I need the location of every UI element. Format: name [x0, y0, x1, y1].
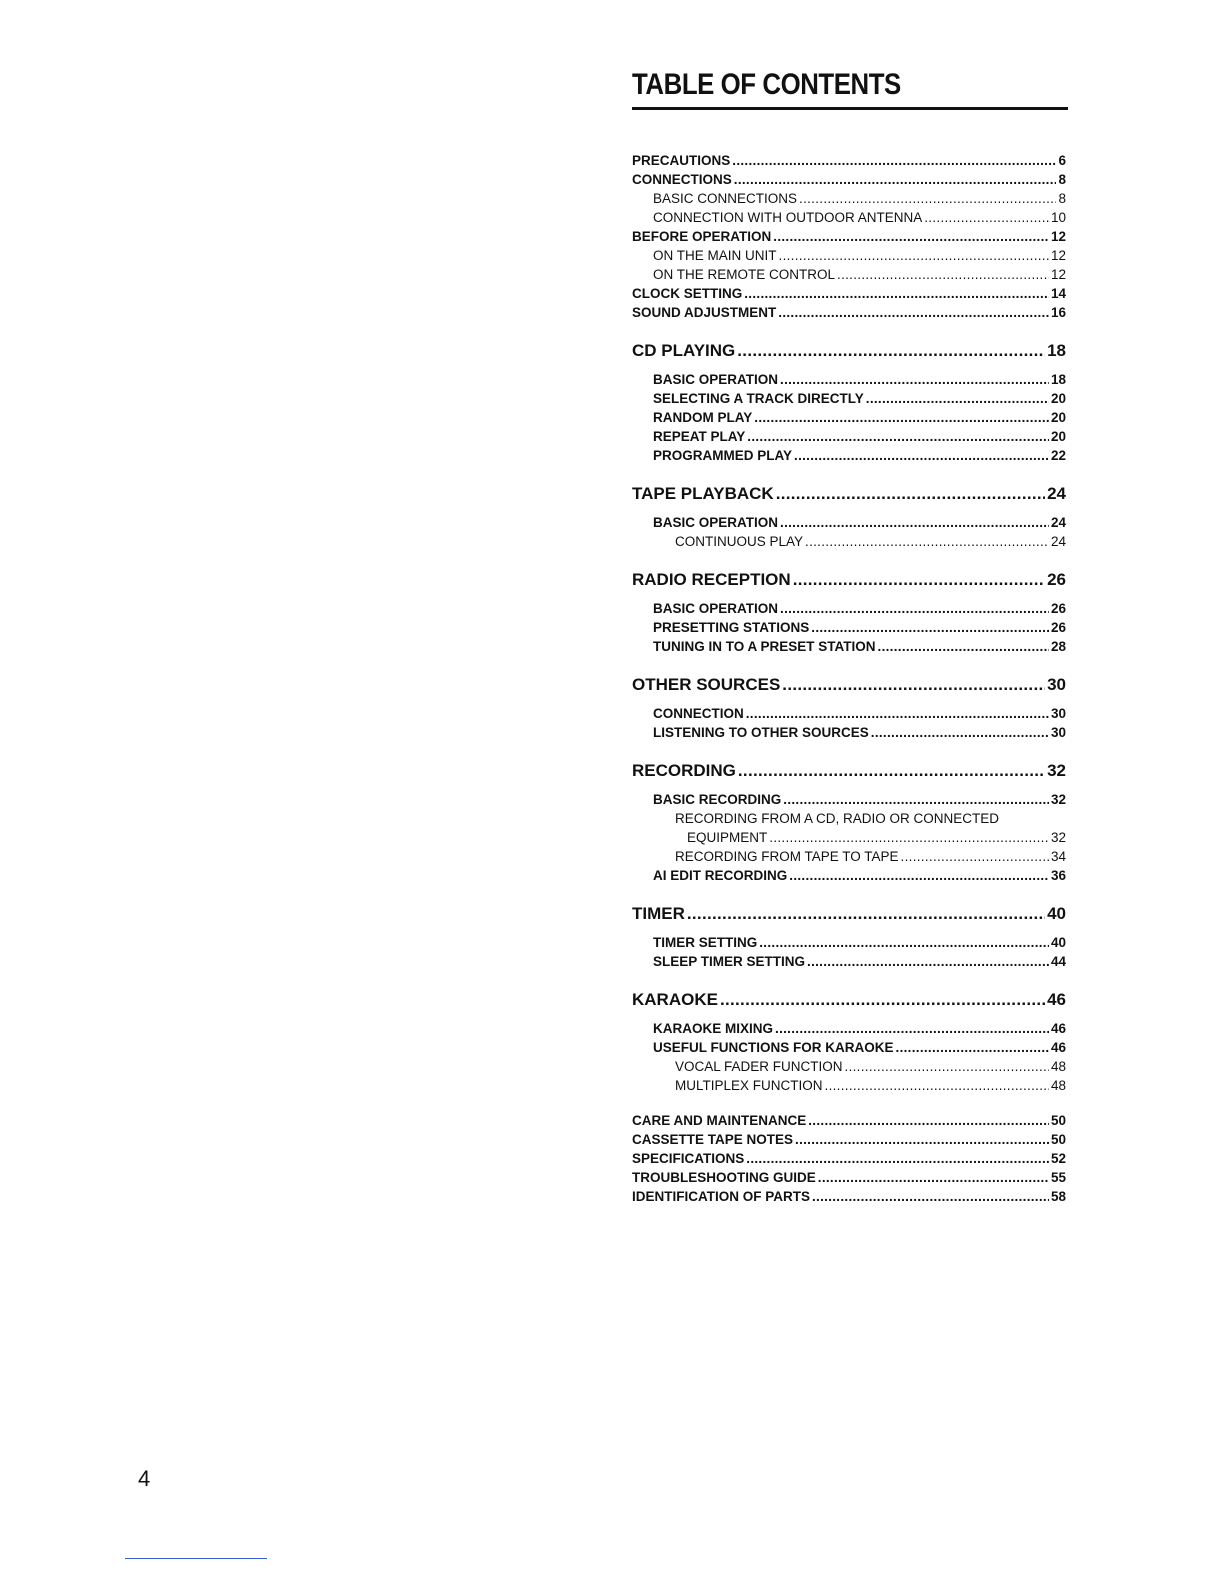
toc-entry-identification-parts[interactable]: IDENTIFICATION OF PARTS ..... 58: [632, 1187, 1066, 1206]
toc-entry-connections[interactable]: CONNECTIONS ..... 8: [632, 170, 1066, 189]
page-number: 4: [138, 1466, 151, 1491]
toc-entry-karaoke-mixing[interactable]: KARAOKE MIXING ..... 46: [632, 1019, 1066, 1038]
toc-entry-multiplex[interactable]: MULTIPLEX FUNCTION ..... 48: [632, 1076, 1066, 1095]
toc-entry-connection[interactable]: CONNECTION ..... 30: [632, 704, 1066, 723]
toc-entry-continuous-play[interactable]: CONTINUOUS PLAY ..... 24: [632, 532, 1066, 551]
toc-entry-sound-adjustment[interactable]: SOUND ADJUSTMENT ..... 16: [632, 303, 1066, 322]
toc-entry-troubleshooting[interactable]: TROUBLESHOOTING GUIDE ..... 55: [632, 1168, 1066, 1187]
toc-section-tape-playback[interactable]: TAPE PLAYBACK ..... 24: [632, 481, 1066, 507]
toc-section-cd-playing[interactable]: CD PLAYING ..... 18: [632, 338, 1066, 364]
toc-section-recording[interactable]: RECORDING ..... 32: [632, 758, 1066, 784]
toc-entry-random-play[interactable]: RANDOM PLAY ..... 20: [632, 408, 1066, 427]
toc-entry-before-operation[interactable]: BEFORE OPERATION ..... 12: [632, 227, 1066, 246]
toc-section-timer[interactable]: TIMER ..... 40: [632, 901, 1066, 927]
toc-entry-cassette-notes[interactable]: CASSETTE TAPE NOTES ..... 50: [632, 1130, 1066, 1149]
toc-entry-clock-setting[interactable]: CLOCK SETTING ..... 14: [632, 284, 1066, 303]
title-underline: [632, 107, 1068, 110]
toc-section-karaoke[interactable]: KARAOKE ..... 46: [632, 987, 1066, 1013]
footer-line: [125, 1558, 267, 1559]
toc-entry-tuning-preset[interactable]: TUNING IN TO A PRESET STATION ..... 28: [632, 637, 1066, 656]
toc-entry-remote-control[interactable]: ON THE REMOTE CONTROL ..... 12: [632, 265, 1066, 284]
toc-entry-selecting-track[interactable]: SELECTING A TRACK DIRECTLY ..... 20: [632, 389, 1066, 408]
toc-entry-programmed-play[interactable]: PROGRAMMED PLAY ..... 22: [632, 446, 1066, 465]
toc-entry-main-unit[interactable]: ON THE MAIN UNIT ..... 12: [632, 246, 1066, 265]
page-title: TABLE OF CONTENTS: [632, 68, 901, 101]
toc-entry-ai-edit[interactable]: AI EDIT RECORDING ..... 36: [632, 866, 1066, 885]
toc-entry-vocal-fader[interactable]: VOCAL FADER FUNCTION ..... 48: [632, 1057, 1066, 1076]
table-of-contents: [632, 68, 1066, 1206]
toc-entry-cd-basic-operation[interactable]: BASIC OPERATION ..... 18: [632, 370, 1066, 389]
toc-entry-basic-recording[interactable]: BASIC RECORDING ..... 32: [632, 790, 1066, 809]
toc-section-radio-reception[interactable]: RADIO RECEPTION ..... 26: [632, 567, 1066, 593]
toc-entry-presetting-stations[interactable]: PRESETTING STATIONS ..... 26: [632, 618, 1066, 637]
toc-entry-radio-basic-operation[interactable]: BASIC OPERATION ..... 26: [632, 599, 1066, 618]
toc-entry-tape-basic-operation[interactable]: BASIC OPERATION ..... 24: [632, 513, 1066, 532]
toc-entry-sleep-timer[interactable]: SLEEP TIMER SETTING ..... 44: [632, 952, 1066, 971]
toc-entry-outdoor-antenna[interactable]: CONNECTION WITH OUTDOOR ANTENNA ..... 10: [632, 208, 1066, 227]
toc-entry-tape-to-tape[interactable]: RECORDING FROM TAPE TO TAPE ..... 34: [632, 847, 1066, 866]
toc-entry-specifications[interactable]: SPECIFICATIONS ..... 52: [632, 1149, 1066, 1168]
toc-entry-listening-other[interactable]: LISTENING TO OTHER SOURCES ..... 30: [632, 723, 1066, 742]
toc-entry-care-maintenance[interactable]: CARE AND MAINTENANCE ..... 50: [632, 1111, 1066, 1130]
toc-entry-repeat-play[interactable]: REPEAT PLAY ..... 20: [632, 427, 1066, 446]
toc-entry-precautions[interactable]: PRECAUTIONS ..... 6: [632, 151, 1066, 170]
toc-entry-equipment[interactable]: EQUIPMENT ..... 32: [632, 828, 1066, 847]
toc-section-other-sources[interactable]: OTHER SOURCES ..... 30: [632, 672, 1066, 698]
toc-entry-useful-functions[interactable]: USEFUL FUNCTIONS FOR KARAOKE ..... 46: [632, 1038, 1066, 1057]
toc-entry-basic-connections[interactable]: BASIC CONNECTIONS ..... 8: [632, 189, 1066, 208]
toc-entry-recording-from-cd[interactable]: RECORDING FROM A CD, RADIO OR CONNECTED: [675, 811, 1000, 826]
toc-entry-timer-setting[interactable]: TIMER SETTING ..... 40: [632, 933, 1066, 952]
toc-entries: [632, 151, 1066, 1206]
